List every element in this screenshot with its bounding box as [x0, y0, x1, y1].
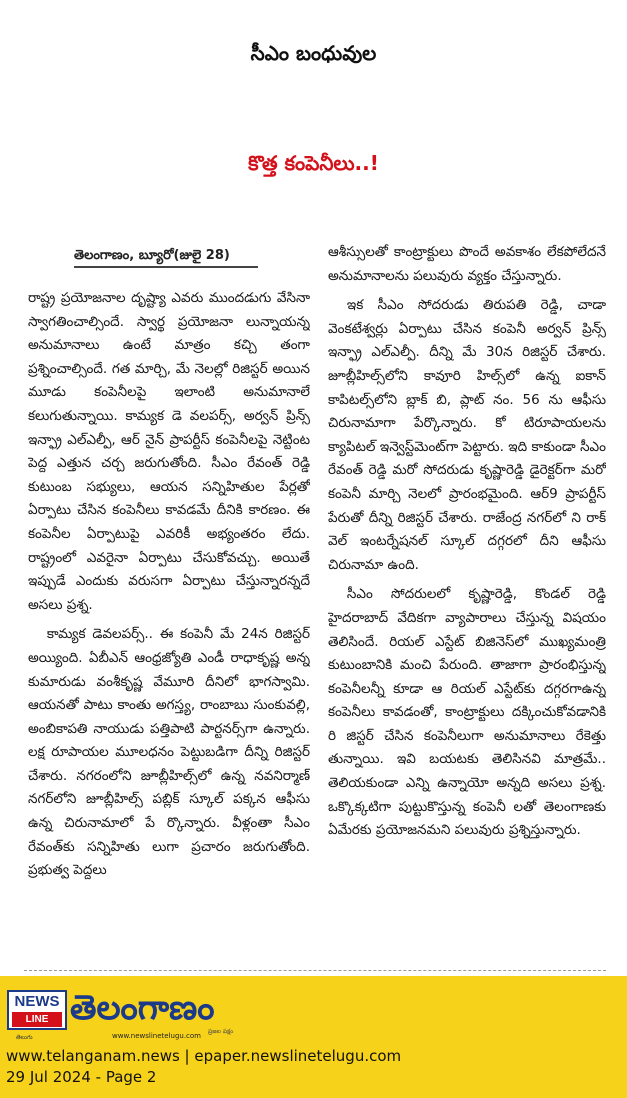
footer-divider	[24, 970, 606, 971]
logo-url: www.newslinetelugu.com	[112, 1032, 201, 1040]
footer-bar	[0, 976, 627, 1098]
paragraph: సీఎం సోదరులలో కృష్ణారెడ్డి, కొండల్ రెడ్డి హైదరాబాద్ వేదికగా వ్యాపారాలు చేస్తున్న విషయం తెలిసిందే. రియల్ ఎస్టేట్ బిజినెస్‌లో ముఖ్యమంత్రి కుటుంబానికి మంచి పేరుంది. తాజాగా ప్రారంభిస్తున్న కంపెనీలన్నీ కూడా ఆ రియల్ ఎస్టేట్‌కు దగ్గరగాఉన్న కంపెనీలు కావడంతో, కాంట్రాక్టులు దక్కించుకోవడానికి రి జిస్టర్ చేసిన కంపెనీలుగా అనుమానాలు రేకెత్తు తున్నాయి. ఇవి బయటకు తెలిసినవి మాత్రమే.. తెలియకుండా ఎన్ని ఉన్నాయో అన్నది అసలు ప్రశ్న. ఒక్కొక్కటిగా పుట్టుకొస్తున్న కంపెనీ లతో తెలంగాణకు ఏమేరకు ప్రయోజనమని పలువురు ప్రశ్నిస్తున్నారు.	[328, 586, 606, 839]
newsline-logo	[7, 990, 67, 1030]
article-column-right	[328, 241, 606, 967]
telanganam-logo: తెలంగాణం	[70, 988, 215, 1028]
byline: తెలంగాణం, బ్యూరో(జులై 28)	[74, 246, 258, 268]
date-page: 29 Jul 2024 - Page 2	[6, 1068, 157, 1086]
paragraph: ఆశీస్సులతో కాంట్రాక్టులు పొందే అవకాశం లేకపోలేదనే అనుమానాలను పలువురు వ్యక్తం చేస్తున్నారు.	[328, 244, 606, 284]
logo-subtitle: తెలుగు	[16, 1034, 33, 1041]
article-column-left	[28, 287, 310, 967]
paragraph: కామ్యక డెవలపర్స్.. ఈ కంపెనీ మే 24న రిజిస్టర్ అయ్యింది. ఏబీఎన్ ఆంధ్రజ్యోతి ఎండీ రాధాకృష్ణ అన్న కుమారుడు వంశీకృష్ణ వేమూరి దీనిలో భాగస్వామి. ఆయనతో పాటు కాంతు అగస్త్య, రాంబాబు సుంకువల్లి, అంబికాపతి నాయుడు పత్తిపాటి పార్టనర్స్‌గా ఉన్నారు. లక్ష రూపాయల మూలధనం పెట్టుబడిగా దీన్ని రిజిస్టర్ చేశారు. నగరంలోని జూబ్లీహిల్స్‌లో ఉన్న నవనిర్మాణ్ నగర్‌లోని జూబ్లీహిల్స్ పబ్లిక్ స్కూల్ పక్కన ఆఫీసు ఉన్న చిరునామాలో పే ర్కొన్నారు. వీళ్లంతా సీఎం రేవంత్‌కు సన్నిహితు లుగా ప్రచారం జరుగుతోంది. ప్రభుత్వ పెద్దలు	[28, 626, 310, 879]
logo-tagline: ప్రజల పక్షం	[208, 1028, 234, 1035]
footer-links[interactable]: www.telanganam.news | epaper.newslinetelugu.com	[6, 1047, 402, 1065]
paragraph: ఇక సీఎం సోదరుడు తిరుపతి రెడ్డి, చాడా వెంకటేశ్వర్లు ఏర్పాటు చేసిన కంపెనీ అర్వన్ ప్రిన్స్ ఇన్ఫ్రా ఎల్ఎల్పీ. దీన్ని మే 30న రిజిస్టర్ చేశారు. జూబ్లీహిల్స్‌లోని కావూరి హిల్స్‌లో ఉన్న ఐకాన్ కాపిటల్స్‌లోని బ్లాక్ బి, ప్లాట్ నం. 56 ను ఆఫీసు చిరునామాగా పేర్కొన్నారు. కో టిరూపాయలను క్యాపిటల్ ఇన్వెస్ట్‌మెంట్‌గా పెట్టారు. ఇది కాకుండా సీఎం రేవంత్ రెడ్డి మరో సోదరుడు కృష్ణారెడ్డి డైరెక్టర్‌గా మరో కంపెనీ మార్చి నెలలో ప్రారంభమైంది. ఆర్9 ప్రాపర్టీస్ పేరుతో దీన్ని రిజిస్టర్ చేశారు. రాజేంద్ర నగర్‌లో ని రాక్ వెల్ ఇంటర్నేషనల్ స్కూల్ దగ్గరలో దీని ఆఫీసు చిరునామా ఉంది.	[328, 297, 606, 573]
paragraph: రాష్ట్ర ప్రయోజనాల దృష్ట్యా ఎవరు ముందడుగు వేసినా స్వాగతించాల్సిందే. స్వార్థ ప్రయోజనా లున్నాయన్న అనుమానాలు ఉంటే మాత్రం కచ్చి తంగా ప్రశ్నించాల్సిందే. గత మార్చి, మే నెలల్లో రిజిస్టర్ అయిన మూడు కంపెనీలపై ఇలాంటి అనుమానాలే కలుగుతున్నాయి. కామ్యక డె వలపర్స్, అర్వన్ ప్రిన్స్ ఇన్ఫ్రా ఎల్ఎల్పీ, ఆర్ నైన్ ప్రాపర్టీస్ కంపెనీలపై నెట్టింట పెద్ద ఎత్తున చర్చ జరుగుతోంది. సీఎం రేవంత్ రెడ్డి కుటుంబ సభ్యులు, ఆయన సన్నిహితుల పేర్లతో ఏర్పాటు చేసిన కంపెనీలు కావడమే దీనికి కారణం. ఈ కంపెనీల ఏర్పాటుపై ఎవరికీ అభ్యంతరం లేదు. రాష్ట్రంలో ఎవరైనా ఏర్పాటు చేసుకోవచ్చు. అయితే ఇప్పుడే ఎందుకు వరుసగా ఏర్పాటు చేస్తున్నారన్నదే అసలు ప్రశ్న.	[28, 290, 310, 613]
newsline-logo-news: NEWS	[14, 993, 60, 1010]
newsline-logo-line: LINE	[12, 1012, 62, 1027]
headline-line-2: కొత్త కంపెనీలు..!	[248, 151, 379, 175]
headline-line-1: సీఎం బంధువుల	[250, 41, 377, 65]
